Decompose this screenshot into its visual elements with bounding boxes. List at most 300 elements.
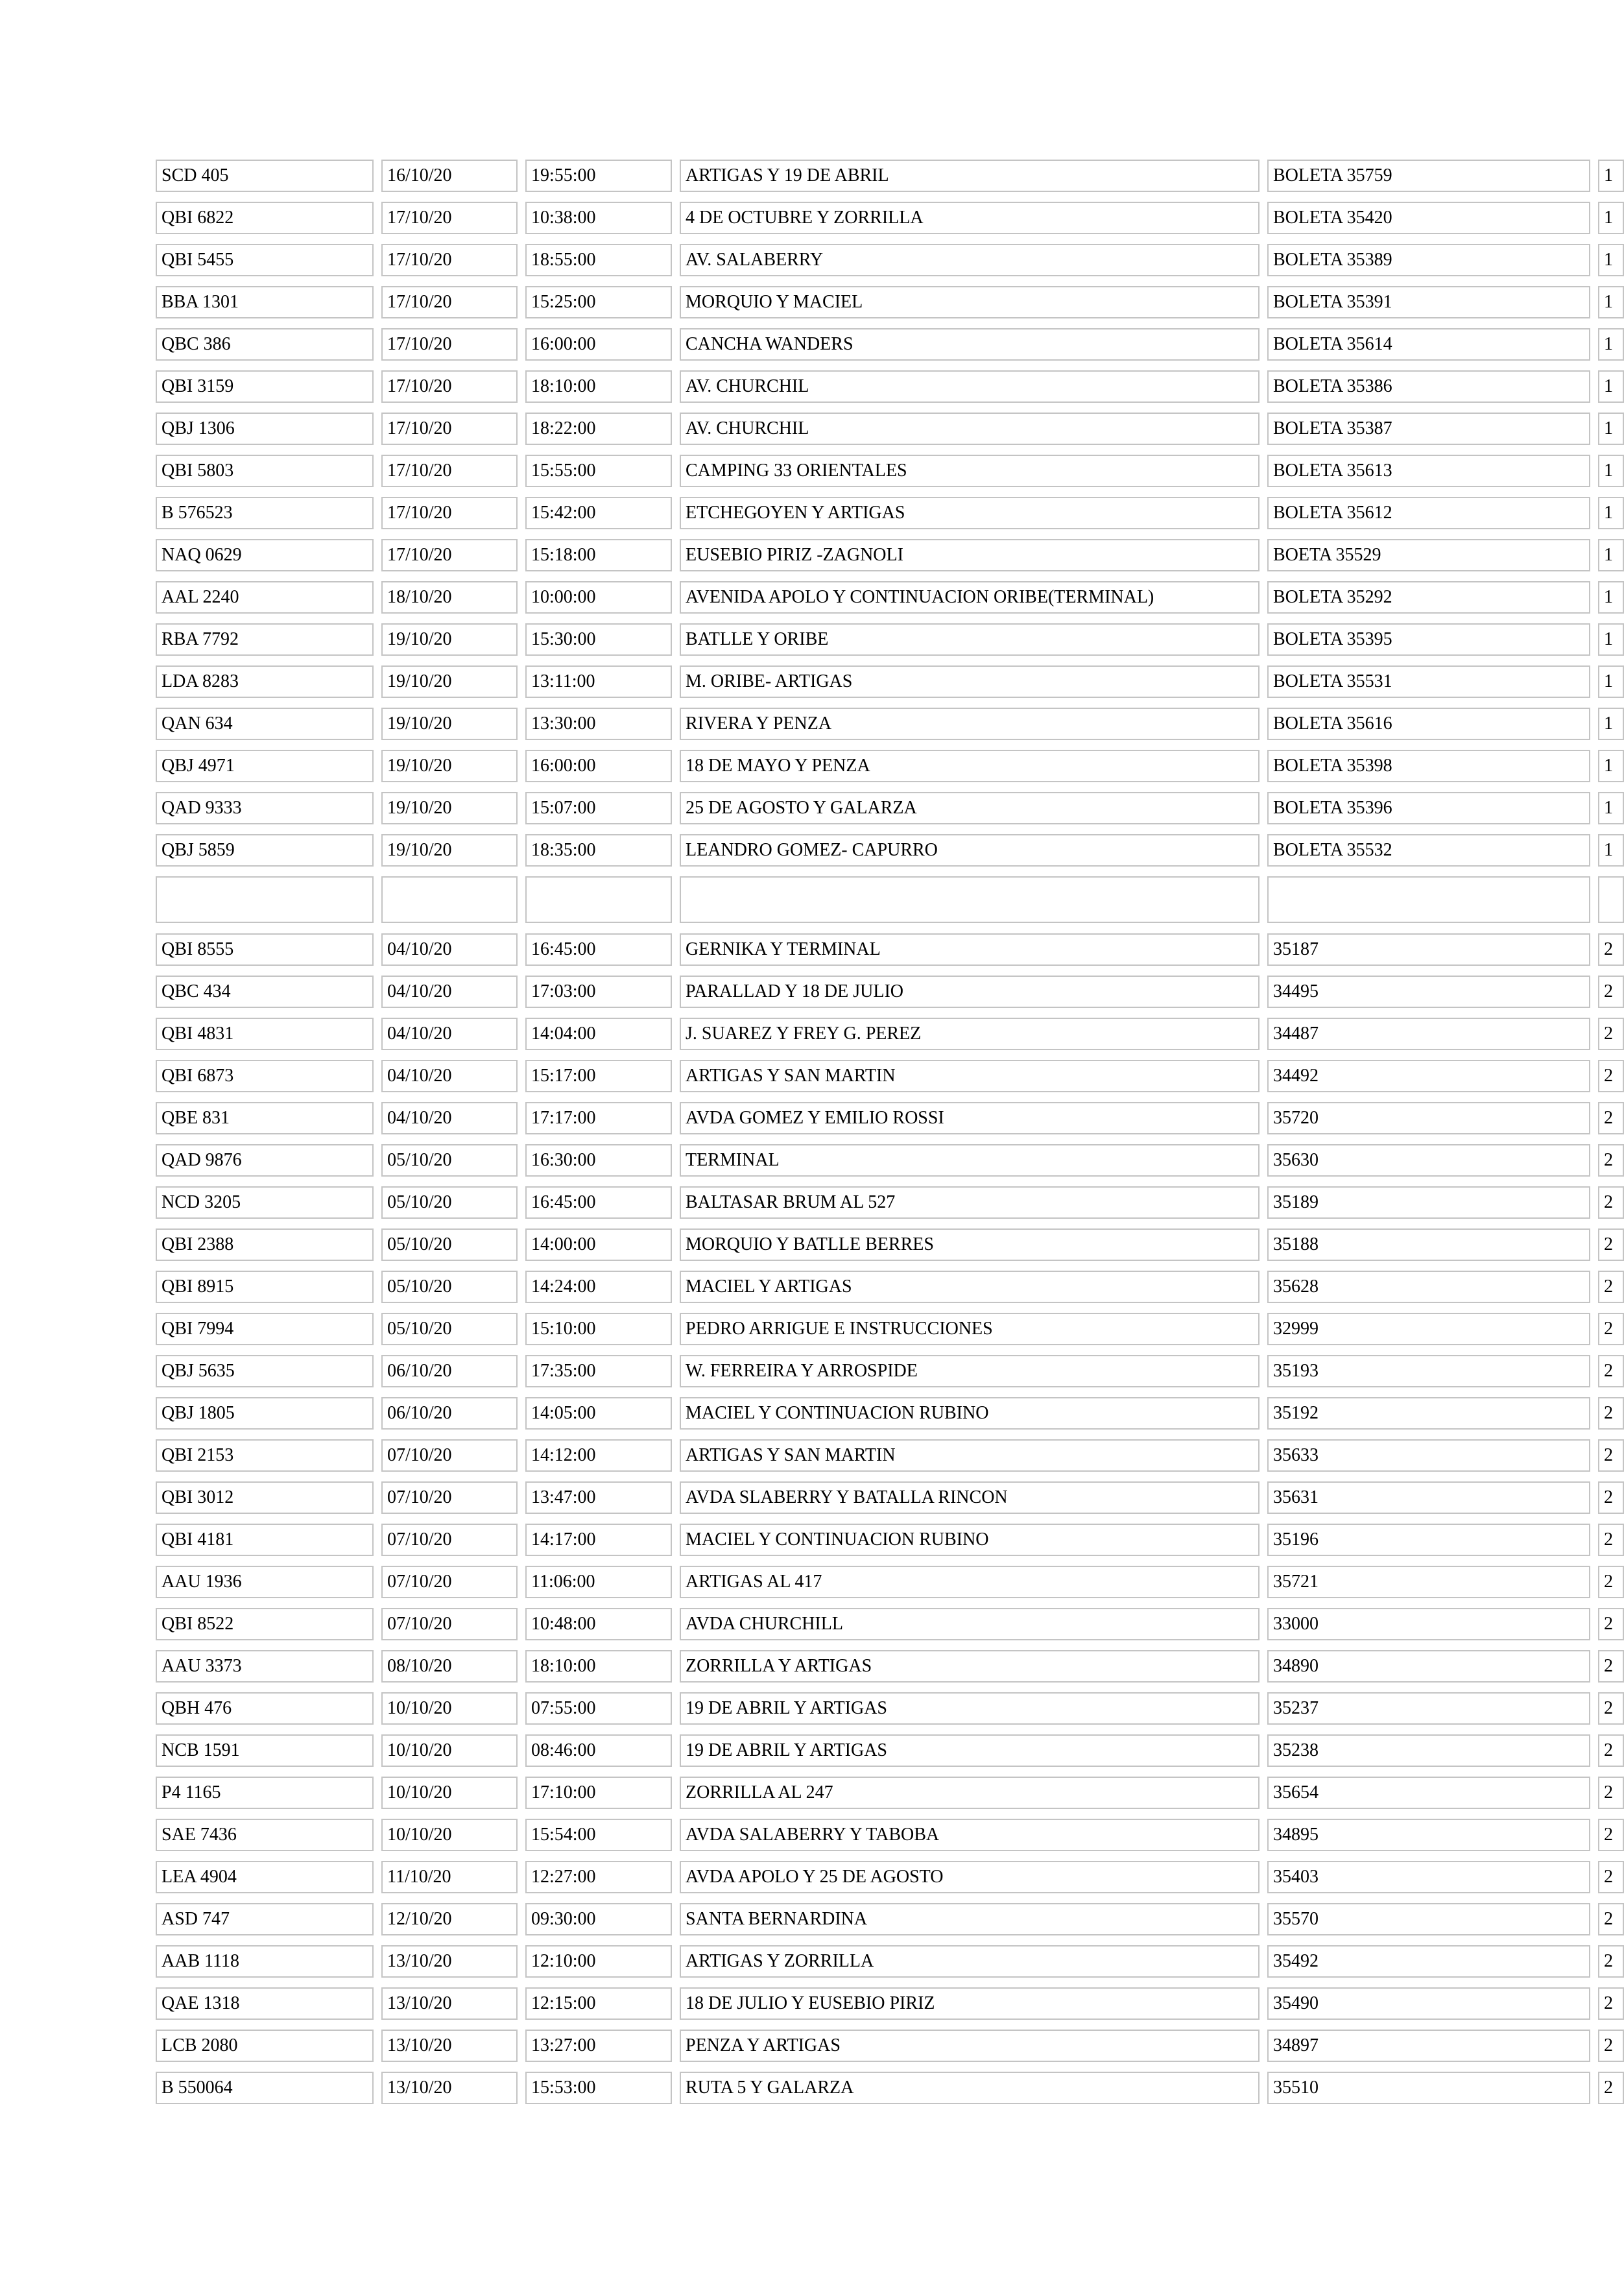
location-cell: BATLLE Y ORIBE bbox=[680, 623, 1260, 656]
location-cell: CAMPING 33 ORIENTALES bbox=[680, 455, 1260, 487]
time-cell: 10:48:00 bbox=[525, 1608, 672, 1640]
location-cell: PEDRO ARRIGUE E INSTRUCCIONES bbox=[680, 1313, 1260, 1345]
location-cell: MACIEL Y ARTIGAS bbox=[680, 1271, 1260, 1303]
location-cell: RIVERA Y PENZA bbox=[680, 708, 1260, 740]
location-cell: MACIEL Y CONTINUACION RUBINO bbox=[680, 1397, 1260, 1430]
table-row bbox=[156, 1102, 1613, 1134]
date-cell: 07/10/20 bbox=[381, 1566, 518, 1598]
plate-cell: QBI 5455 bbox=[156, 244, 374, 276]
time-cell: 18:35:00 bbox=[525, 834, 672, 867]
plate-cell bbox=[156, 876, 374, 923]
ticket-cell: 35721 bbox=[1267, 1566, 1590, 1598]
location-cell: TERMINAL bbox=[680, 1144, 1260, 1177]
time-cell: 13:30:00 bbox=[525, 708, 672, 740]
ticket-cell: 35492 bbox=[1267, 1945, 1590, 1978]
table-row bbox=[156, 1861, 1613, 1893]
date-cell: 13/10/20 bbox=[381, 1987, 518, 2020]
table-row bbox=[156, 1777, 1613, 1809]
ticket-cell: BOLETA 35398 bbox=[1267, 750, 1590, 782]
time-cell: 17:35:00 bbox=[525, 1355, 672, 1387]
date-cell: 17/10/20 bbox=[381, 413, 518, 445]
time-cell: 10:38:00 bbox=[525, 202, 672, 234]
truncated-cell: 1 bbox=[1598, 160, 1624, 192]
date-cell: 17/10/20 bbox=[381, 328, 518, 361]
ticket-cell: 35187 bbox=[1267, 933, 1590, 966]
time-cell: 17:10:00 bbox=[525, 1777, 672, 1809]
date-cell: 17/10/20 bbox=[381, 202, 518, 234]
plate-cell: QBJ 5859 bbox=[156, 834, 374, 867]
date-cell: 16/10/20 bbox=[381, 160, 518, 192]
time-cell: 15:25:00 bbox=[525, 286, 672, 318]
ticket-cell: BOLETA 35531 bbox=[1267, 665, 1590, 698]
plate-cell: QBI 4831 bbox=[156, 1018, 374, 1050]
ticket-cell: 35510 bbox=[1267, 2072, 1590, 2104]
table-row bbox=[156, 286, 1613, 318]
table-row bbox=[156, 539, 1613, 571]
table-row bbox=[156, 933, 1613, 966]
date-cell: 05/10/20 bbox=[381, 1313, 518, 1345]
plate-cell: QBI 8915 bbox=[156, 1271, 374, 1303]
plate-cell: QBJ 1805 bbox=[156, 1397, 374, 1430]
truncated-cell: 2 bbox=[1598, 1144, 1624, 1177]
truncated-cell: 1 bbox=[1598, 665, 1624, 698]
ticket-cell: 35654 bbox=[1267, 1777, 1590, 1809]
date-cell: 05/10/20 bbox=[381, 1144, 518, 1177]
time-cell: 15:53:00 bbox=[525, 2072, 672, 2104]
time-cell: 13:11:00 bbox=[525, 665, 672, 698]
ticket-cell: 35720 bbox=[1267, 1102, 1590, 1134]
truncated-cell: 2 bbox=[1598, 1397, 1624, 1430]
table-row bbox=[156, 1355, 1613, 1387]
truncated-cell: 2 bbox=[1598, 1566, 1624, 1598]
ticket-cell: 35193 bbox=[1267, 1355, 1590, 1387]
ticket-cell: BOLETA 35759 bbox=[1267, 160, 1590, 192]
time-cell: 14:17:00 bbox=[525, 1524, 672, 1556]
ticket-cell: BOLETA 35386 bbox=[1267, 370, 1590, 403]
date-cell: 13/10/20 bbox=[381, 2030, 518, 2062]
time-cell: 18:22:00 bbox=[525, 413, 672, 445]
ticket-cell: 33000 bbox=[1267, 1608, 1590, 1640]
ticket-cell: 34890 bbox=[1267, 1650, 1590, 1683]
date-cell: 05/10/20 bbox=[381, 1271, 518, 1303]
table-row bbox=[156, 1228, 1613, 1261]
time-cell: 16:30:00 bbox=[525, 1144, 672, 1177]
table-row bbox=[156, 1692, 1613, 1725]
location-cell: BALTASAR BRUM AL 527 bbox=[680, 1186, 1260, 1219]
time-cell: 16:45:00 bbox=[525, 933, 672, 966]
truncated-cell: 2 bbox=[1598, 1524, 1624, 1556]
location-cell: ETCHEGOYEN Y ARTIGAS bbox=[680, 497, 1260, 529]
location-cell: MACIEL Y CONTINUACION RUBINO bbox=[680, 1524, 1260, 1556]
ticket-cell: 35628 bbox=[1267, 1271, 1590, 1303]
ticket-cell: 35192 bbox=[1267, 1397, 1590, 1430]
truncated-cell: 1 bbox=[1598, 792, 1624, 824]
truncated-cell: 2 bbox=[1598, 1018, 1624, 1050]
truncated-cell: 2 bbox=[1598, 2030, 1624, 2062]
ticket-cell: BOLETA 35420 bbox=[1267, 202, 1590, 234]
plate-cell: QAE 1318 bbox=[156, 1987, 374, 2020]
truncated-cell: 2 bbox=[1598, 1228, 1624, 1261]
plate-cell: QBI 8522 bbox=[156, 1608, 374, 1640]
location-cell: 18 DE MAYO Y PENZA bbox=[680, 750, 1260, 782]
blank-row bbox=[156, 876, 1608, 923]
ticket-cell: BOLETA 35391 bbox=[1267, 286, 1590, 318]
table-row bbox=[156, 160, 1613, 192]
date-cell: 06/10/20 bbox=[381, 1355, 518, 1387]
ticket-cell: 34895 bbox=[1267, 1819, 1590, 1851]
truncated-cell: 2 bbox=[1598, 1186, 1624, 1219]
date-cell: 05/10/20 bbox=[381, 1228, 518, 1261]
plate-cell: NAQ 0629 bbox=[156, 539, 374, 571]
time-cell bbox=[525, 876, 672, 923]
time-cell: 17:03:00 bbox=[525, 976, 672, 1008]
time-cell: 15:07:00 bbox=[525, 792, 672, 824]
location-cell: MORQUIO Y BATLLE BERRES bbox=[680, 1228, 1260, 1261]
ticket-cell: BOLETA 35612 bbox=[1267, 497, 1590, 529]
table-row bbox=[156, 976, 1613, 1008]
location-cell: GERNIKA Y TERMINAL bbox=[680, 933, 1260, 966]
table-row bbox=[156, 1018, 1613, 1050]
plate-cell: SAE 7436 bbox=[156, 1819, 374, 1851]
plate-cell: AAL 2240 bbox=[156, 581, 374, 614]
plate-cell: QBI 7994 bbox=[156, 1313, 374, 1345]
date-cell: 10/10/20 bbox=[381, 1777, 518, 1809]
ticket-cell: 35196 bbox=[1267, 1524, 1590, 1556]
truncated-cell: 2 bbox=[1598, 1819, 1624, 1851]
plate-cell: QBJ 4971 bbox=[156, 750, 374, 782]
truncated-cell: 1 bbox=[1598, 834, 1624, 867]
location-cell: 19 DE ABRIL Y ARTIGAS bbox=[680, 1692, 1260, 1725]
location-cell: EUSEBIO PIRIZ -ZAGNOLI bbox=[680, 539, 1260, 571]
plate-cell: QBI 4181 bbox=[156, 1524, 374, 1556]
plate-cell: QBI 6822 bbox=[156, 202, 374, 234]
truncated-cell bbox=[1598, 876, 1624, 923]
ticket-cell: 34487 bbox=[1267, 1018, 1590, 1050]
ticket-cell: BOLETA 35396 bbox=[1267, 792, 1590, 824]
location-cell: M. ORIBE- ARTIGAS bbox=[680, 665, 1260, 698]
truncated-cell: 2 bbox=[1598, 1313, 1624, 1345]
truncated-cell: 2 bbox=[1598, 1060, 1624, 1092]
table-row bbox=[156, 202, 1613, 234]
location-cell: ARTIGAS Y SAN MARTIN bbox=[680, 1060, 1260, 1092]
plate-cell: QBI 2388 bbox=[156, 1228, 374, 1261]
plate-cell: QBJ 5635 bbox=[156, 1355, 374, 1387]
time-cell: 14:05:00 bbox=[525, 1397, 672, 1430]
date-cell: 19/10/20 bbox=[381, 708, 518, 740]
truncated-cell: 1 bbox=[1598, 244, 1624, 276]
truncated-cell: 2 bbox=[1598, 1734, 1624, 1767]
ticket-cell: 35630 bbox=[1267, 1144, 1590, 1177]
location-cell: ARTIGAS AL 417 bbox=[680, 1566, 1260, 1598]
table-row bbox=[156, 1903, 1613, 1935]
ticket-cell: BOETA 35529 bbox=[1267, 539, 1590, 571]
location-cell: W. FERREIRA Y ARROSPIDE bbox=[680, 1355, 1260, 1387]
plate-cell: QBI 3159 bbox=[156, 370, 374, 403]
time-cell: 12:15:00 bbox=[525, 1987, 672, 2020]
location-cell: AV. CHURCHIL bbox=[680, 370, 1260, 403]
table-row bbox=[156, 1271, 1613, 1303]
location-cell: ZORRILLA Y ARTIGAS bbox=[680, 1650, 1260, 1683]
location-cell: AVENIDA APOLO Y CONTINUACION ORIBE(TERMINAL) bbox=[680, 581, 1260, 614]
table-row bbox=[156, 497, 1613, 529]
table-row bbox=[156, 1144, 1613, 1177]
ticket-cell: BOLETA 35389 bbox=[1267, 244, 1590, 276]
date-cell: 04/10/20 bbox=[381, 1060, 518, 1092]
table-row bbox=[156, 1650, 1613, 1683]
truncated-cell: 2 bbox=[1598, 1650, 1624, 1683]
ticket-cell: 32999 bbox=[1267, 1313, 1590, 1345]
truncated-cell: 2 bbox=[1598, 1903, 1624, 1935]
ticket-cell: BOLETA 35387 bbox=[1267, 413, 1590, 445]
plate-cell: QBI 3012 bbox=[156, 1481, 374, 1514]
date-cell bbox=[381, 876, 518, 923]
date-cell: 04/10/20 bbox=[381, 1102, 518, 1134]
plate-cell: AAU 3373 bbox=[156, 1650, 374, 1683]
plate-cell: QBC 434 bbox=[156, 976, 374, 1008]
date-cell: 17/10/20 bbox=[381, 497, 518, 529]
date-cell: 08/10/20 bbox=[381, 1650, 518, 1683]
truncated-cell: 2 bbox=[1598, 1987, 1624, 2020]
location-cell: ARTIGAS Y 19 DE ABRIL bbox=[680, 160, 1260, 192]
location-cell: PARALLAD Y 18 DE JULIO bbox=[680, 976, 1260, 1008]
ticket-cell: 35570 bbox=[1267, 1903, 1590, 1935]
date-cell: 10/10/20 bbox=[381, 1734, 518, 1767]
table-row bbox=[156, 665, 1613, 698]
plate-cell: QBE 831 bbox=[156, 1102, 374, 1134]
location-cell: AV. SALABERRY bbox=[680, 244, 1260, 276]
date-cell: 19/10/20 bbox=[381, 623, 518, 656]
ticket-cell: BOLETA 35616 bbox=[1267, 708, 1590, 740]
plate-cell: QBI 2153 bbox=[156, 1439, 374, 1472]
date-cell: 04/10/20 bbox=[381, 933, 518, 966]
date-cell: 07/10/20 bbox=[381, 1608, 518, 1640]
date-cell: 13/10/20 bbox=[381, 2072, 518, 2104]
truncated-cell: 1 bbox=[1598, 286, 1624, 318]
table-row bbox=[156, 413, 1613, 445]
ticket-cell: 35237 bbox=[1267, 1692, 1590, 1725]
ticket-cell bbox=[1267, 876, 1590, 923]
plate-cell: QBH 476 bbox=[156, 1692, 374, 1725]
time-cell: 11:06:00 bbox=[525, 1566, 672, 1598]
date-cell: 04/10/20 bbox=[381, 976, 518, 1008]
table-row bbox=[156, 1439, 1613, 1472]
truncated-cell: 2 bbox=[1598, 1271, 1624, 1303]
truncated-cell: 1 bbox=[1598, 370, 1624, 403]
location-cell: AVDA GOMEZ Y EMILIO ROSSI bbox=[680, 1102, 1260, 1134]
plate-cell: SCD 405 bbox=[156, 160, 374, 192]
table-row bbox=[156, 1566, 1613, 1598]
date-cell: 18/10/20 bbox=[381, 581, 518, 614]
plate-cell: QBJ 1306 bbox=[156, 413, 374, 445]
time-cell: 18:10:00 bbox=[525, 370, 672, 403]
time-cell: 16:45:00 bbox=[525, 1186, 672, 1219]
truncated-cell: 1 bbox=[1598, 455, 1624, 487]
location-cell: AVDA SLABERRY Y BATALLA RINCON bbox=[680, 1481, 1260, 1514]
ticket-cell: BOLETA 35613 bbox=[1267, 455, 1590, 487]
location-cell: 18 DE JULIO Y EUSEBIO PIRIZ bbox=[680, 1987, 1260, 2020]
date-cell: 19/10/20 bbox=[381, 792, 518, 824]
plate-cell: RBA 7792 bbox=[156, 623, 374, 656]
date-cell: 19/10/20 bbox=[381, 665, 518, 698]
date-cell: 07/10/20 bbox=[381, 1439, 518, 1472]
date-cell: 17/10/20 bbox=[381, 286, 518, 318]
location-cell: SANTA BERNARDINA bbox=[680, 1903, 1260, 1935]
truncated-cell: 2 bbox=[1598, 1355, 1624, 1387]
date-cell: 10/10/20 bbox=[381, 1692, 518, 1725]
truncated-cell: 1 bbox=[1598, 750, 1624, 782]
truncated-cell: 2 bbox=[1598, 1692, 1624, 1725]
truncated-cell: 2 bbox=[1598, 1102, 1624, 1134]
date-cell: 17/10/20 bbox=[381, 455, 518, 487]
time-cell: 15:17:00 bbox=[525, 1060, 672, 1092]
plate-cell: NCD 3205 bbox=[156, 1186, 374, 1219]
ticket-cell: 35631 bbox=[1267, 1481, 1590, 1514]
location-cell: CANCHA WANDERS bbox=[680, 328, 1260, 361]
date-cell: 17/10/20 bbox=[381, 370, 518, 403]
truncated-cell: 1 bbox=[1598, 497, 1624, 529]
table-row bbox=[156, 244, 1613, 276]
truncated-cell: 1 bbox=[1598, 328, 1624, 361]
table-row bbox=[156, 370, 1613, 403]
time-cell: 14:12:00 bbox=[525, 1439, 672, 1472]
time-cell: 07:55:00 bbox=[525, 1692, 672, 1725]
table-row bbox=[156, 455, 1613, 487]
location-cell: LEANDRO GOMEZ- CAPURRO bbox=[680, 834, 1260, 867]
ticket-cell: 35238 bbox=[1267, 1734, 1590, 1767]
time-cell: 09:30:00 bbox=[525, 1903, 672, 1935]
table-row bbox=[156, 328, 1613, 361]
location-cell: AVDA SALABERRY Y TABOBA bbox=[680, 1819, 1260, 1851]
time-cell: 19:55:00 bbox=[525, 160, 672, 192]
plate-cell: B 550064 bbox=[156, 2072, 374, 2104]
time-cell: 15:42:00 bbox=[525, 497, 672, 529]
table-row bbox=[156, 1397, 1613, 1430]
truncated-cell: 2 bbox=[1598, 976, 1624, 1008]
table-row bbox=[156, 1987, 1613, 2020]
truncated-cell: 1 bbox=[1598, 539, 1624, 571]
location-cell bbox=[680, 876, 1260, 923]
time-cell: 15:10:00 bbox=[525, 1313, 672, 1345]
table-row bbox=[156, 1186, 1613, 1219]
table-row bbox=[156, 1060, 1613, 1092]
truncated-cell: 2 bbox=[1598, 1777, 1624, 1809]
date-cell: 07/10/20 bbox=[381, 1481, 518, 1514]
plate-cell: QBI 8555 bbox=[156, 933, 374, 966]
truncated-cell: 2 bbox=[1598, 1608, 1624, 1640]
time-cell: 18:10:00 bbox=[525, 1650, 672, 1683]
plate-cell: LCB 2080 bbox=[156, 2030, 374, 2062]
plate-cell: ASD 747 bbox=[156, 1903, 374, 1935]
plate-cell: NCB 1591 bbox=[156, 1734, 374, 1767]
plate-cell: LEA 4904 bbox=[156, 1861, 374, 1893]
date-cell: 10/10/20 bbox=[381, 1819, 518, 1851]
ticket-cell: BOLETA 35614 bbox=[1267, 328, 1590, 361]
time-cell: 17:17:00 bbox=[525, 1102, 672, 1134]
time-cell: 16:00:00 bbox=[525, 750, 672, 782]
table-row bbox=[156, 623, 1613, 656]
table-row bbox=[156, 1481, 1613, 1514]
date-cell: 12/10/20 bbox=[381, 1903, 518, 1935]
ticket-cell: 34492 bbox=[1267, 1060, 1590, 1092]
table-row bbox=[156, 1608, 1613, 1640]
date-cell: 04/10/20 bbox=[381, 1018, 518, 1050]
plate-cell: B 576523 bbox=[156, 497, 374, 529]
plate-cell: AAB 1118 bbox=[156, 1945, 374, 1978]
truncated-cell: 1 bbox=[1598, 413, 1624, 445]
date-cell: 11/10/20 bbox=[381, 1861, 518, 1893]
time-cell: 18:55:00 bbox=[525, 244, 672, 276]
table-row bbox=[156, 1945, 1613, 1978]
location-cell: PENZA Y ARTIGAS bbox=[680, 2030, 1260, 2062]
location-cell: 25 DE AGOSTO Y GALARZA bbox=[680, 792, 1260, 824]
location-cell: RUTA 5 Y GALARZA bbox=[680, 2072, 1260, 2104]
table-row bbox=[156, 581, 1613, 614]
time-cell: 08:46:00 bbox=[525, 1734, 672, 1767]
ticket-cell: 35633 bbox=[1267, 1439, 1590, 1472]
time-cell: 15:18:00 bbox=[525, 539, 672, 571]
date-cell: 13/10/20 bbox=[381, 1945, 518, 1978]
table-row bbox=[156, 792, 1613, 824]
records-table bbox=[156, 160, 1613, 2114]
plate-cell: LDA 8283 bbox=[156, 665, 374, 698]
ticket-cell: 35188 bbox=[1267, 1228, 1590, 1261]
time-cell: 15:30:00 bbox=[525, 623, 672, 656]
time-cell: 12:27:00 bbox=[525, 1861, 672, 1893]
location-cell: ZORRILLA AL 247 bbox=[680, 1777, 1260, 1809]
location-cell: AVDA APOLO Y 25 DE AGOSTO bbox=[680, 1861, 1260, 1893]
time-cell: 14:00:00 bbox=[525, 1228, 672, 1261]
plate-cell: AAU 1936 bbox=[156, 1566, 374, 1598]
location-cell: MORQUIO Y MACIEL bbox=[680, 286, 1260, 318]
table-row bbox=[156, 750, 1613, 782]
truncated-cell: 1 bbox=[1598, 202, 1624, 234]
time-cell: 14:24:00 bbox=[525, 1271, 672, 1303]
ticket-cell: BOLETA 35292 bbox=[1267, 581, 1590, 614]
ticket-cell: 34495 bbox=[1267, 976, 1590, 1008]
ticket-cell: 35189 bbox=[1267, 1186, 1590, 1219]
table-row bbox=[156, 1819, 1613, 1851]
date-cell: 05/10/20 bbox=[381, 1186, 518, 1219]
plate-cell: QBC 386 bbox=[156, 328, 374, 361]
date-cell: 19/10/20 bbox=[381, 834, 518, 867]
table-row bbox=[156, 2072, 1613, 2104]
plate-cell: BBA 1301 bbox=[156, 286, 374, 318]
ticket-cell: BOLETA 35395 bbox=[1267, 623, 1590, 656]
ticket-cell: BOLETA 35532 bbox=[1267, 834, 1590, 867]
truncated-cell: 2 bbox=[1598, 2072, 1624, 2104]
plate-cell: QAD 9333 bbox=[156, 792, 374, 824]
ticket-cell: 35490 bbox=[1267, 1987, 1590, 2020]
ticket-cell: 35403 bbox=[1267, 1861, 1590, 1893]
date-cell: 06/10/20 bbox=[381, 1397, 518, 1430]
truncated-cell: 1 bbox=[1598, 623, 1624, 656]
plate-cell: QAD 9876 bbox=[156, 1144, 374, 1177]
date-cell: 07/10/20 bbox=[381, 1524, 518, 1556]
plate-cell: QBI 5803 bbox=[156, 455, 374, 487]
plate-cell: QBI 6873 bbox=[156, 1060, 374, 1092]
time-cell: 10:00:00 bbox=[525, 581, 672, 614]
table-row bbox=[156, 834, 1613, 867]
location-cell: 4 DE OCTUBRE Y ZORRILLA bbox=[680, 202, 1260, 234]
location-cell: 19 DE ABRIL Y ARTIGAS bbox=[680, 1734, 1260, 1767]
plate-cell: QAN 634 bbox=[156, 708, 374, 740]
truncated-cell: 1 bbox=[1598, 581, 1624, 614]
plate-cell: P4 1165 bbox=[156, 1777, 374, 1809]
location-cell: AV. CHURCHIL bbox=[680, 413, 1260, 445]
date-cell: 19/10/20 bbox=[381, 750, 518, 782]
table-row bbox=[156, 708, 1613, 740]
location-cell: J. SUAREZ Y FREY G. PEREZ bbox=[680, 1018, 1260, 1050]
